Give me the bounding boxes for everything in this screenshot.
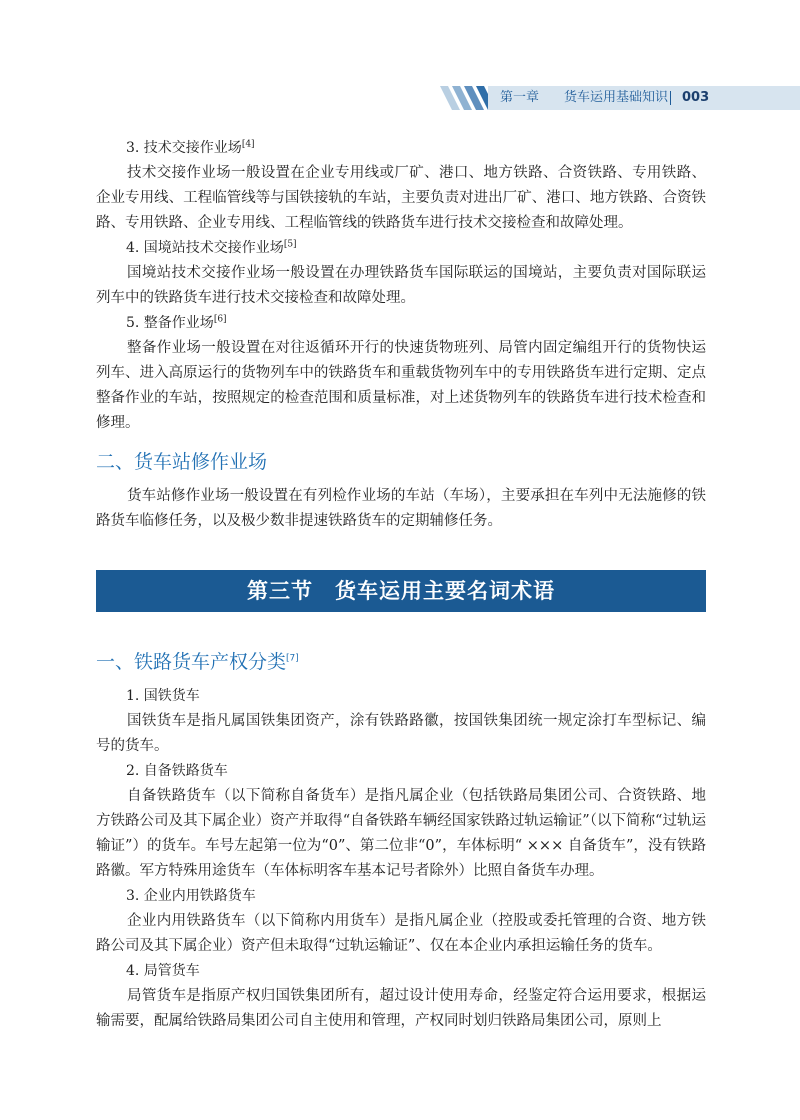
running-header [0,0,800,120]
subheading-border-station [96,236,706,261]
header-separator [670,91,671,105]
banner-section-title: 货车运用主要名词术语 [335,579,555,603]
subheading-text: 4. 国境站技术交接作业场 [126,240,284,256]
section-banner [96,570,706,612]
paragraph: 企业内用铁路货车（以下简称内用货车）是指凡属企业（控股或委托管理的合资、地方铁路公司及其下属企业）资产但未取得“过轨运输证”、仅在本企业内承担运输任务的货车。 [96,913,706,954]
section-heading-station-repair: 二、货车站修作业场 [96,451,268,473]
subheading-text: 5. 整备作业场 [126,315,214,331]
subheading-servicing [96,311,706,336]
paragraph: 局管货车是指原产权归国铁集团所有，超过设计使用寿命，经鉴定符合运用要求，根据运输需要，配属给铁路局集团公司自主使用和管理，产权同时划归铁路局集团公司，原则上 [96,988,706,1029]
subheading-text: 3. 技术交接作业场 [126,140,242,156]
subheading-private-wagon: 2. 自备铁路货车 [126,763,228,779]
subheading-national-wagon: 1. 国铁货车 [126,688,200,704]
subheading-internal-wagon: 3. 企业内用铁路货车 [126,888,256,904]
reference-mark: [4] [241,139,255,150]
reference-mark: [6] [213,314,227,325]
page-number: 003 [682,90,710,105]
section-heading-ownership [96,646,706,678]
header-chapter-title: 货车运用基础知识 [564,90,669,105]
subheading-technical-handover [96,136,706,161]
paragraph: 货车站修作业场一般设置在有列检作业场的车站（车场），主要承担在车列中无法施修的铁路货车临修任务，以及极少数非提速铁路货车的定期辅修任务。 [96,488,706,529]
banner-section-number: 第三节 [247,579,313,603]
page-content [96,136,706,1034]
paragraph: 整备作业场一般设置在对往返循环开行的快速货物班列、局管内固定编组开行的货物快运列车、进入高原运行的货物列车中的铁路货车和重载货物列车中的专用铁路货车进行定期、定点整备作业的车站，按照规定的检查范围和质量标准，对上述货物列车的铁路货车进行技术检查和修理。 [96,340,706,431]
paragraph: 自备铁路货车（以下简称自备货车）是指凡属企业（包括铁路局集团公司、合资铁路、地方铁路公司及其下属企业）资产并取得“自备铁路车辆经国家铁路过轨运输证”（以下简称“过轨运输证”）的货车。车号左起第一位为“0”、第二位非“0”，车体标明“ ××× 自备货车”，没有铁路路徽。军方特殊用途货车（车体标明客车基本记号者除外）比照自备货车办理。 [96,788,706,879]
paragraph: 技术交接作业场一般设置在企业专用线或厂矿、港口、地方铁路、合资铁路、专用铁路、企业专用线、工程临管线等与国铁接轨的车站，主要负责对进出厂矿、港口、地方铁路、合资铁路、专用铁路、企业专用线、工程临管线的铁路货车进行技术交接检查和故障处理。 [96,165,706,231]
reference-mark: [5] [283,239,297,250]
heading-text: 一、铁路货车产权分类 [96,651,287,673]
subheading-bureau-wagon: 4. 局管货车 [126,963,200,979]
paragraph: 国境站技术交接作业场一般设置在办理铁路货车国际联运的国境站，主要负责对国际联运列车中的铁路货车进行技术交接检查和故障处理。 [96,265,706,306]
reference-mark: [7] [286,653,299,664]
header-chapter: 第一章 [500,90,540,105]
paragraph: 国铁货车是指凡属国铁集团资产，涂有铁路路徽，按国铁集团统一规定涂打车型标记、编号的货车。 [96,713,706,754]
